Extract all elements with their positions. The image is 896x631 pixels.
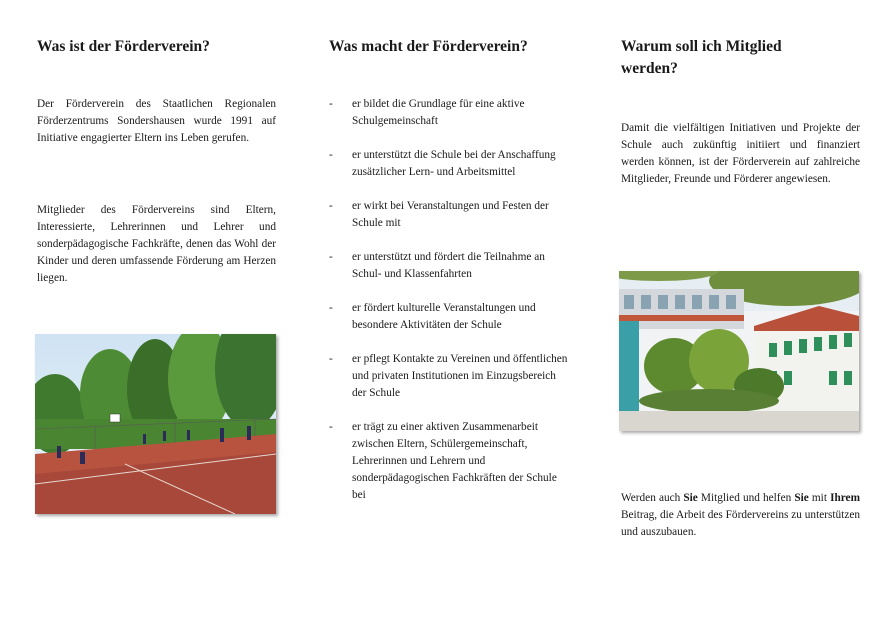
list-item: - er unterstützt und fördert die Teilnahme an Schul- und Klassenfahrten	[329, 251, 545, 280]
heading-what-does: Was macht der Förderverein?	[329, 38, 528, 55]
list-item: - er trägt zu einer aktiven Zusammenarbeit zwischen Eltern, Schülergemeinschaft, Lehrerinnen und Lehrern und sonderpädagogischen Fachkräften der Schule bei	[329, 421, 557, 501]
intro-paragraph: Der Förderverein des Staatlichen Regionalen Förderzentrums Sondershausen wurde 1991 auf Initiative engagierter Eltern ins Leben gerufen.	[37, 98, 276, 144]
list-item: - er pflegt Kontakte zu Vereinen und öffentlichen und privaten Institutionen im Einzugsbereich der Schule	[329, 353, 568, 399]
list-item: - er fördert kulturelle Veranstaltungen und besondere Aktivitäten der Schule	[329, 302, 536, 331]
list-item: - er bildet die Grundlage für eine aktive Schulgemeinschaft	[329, 98, 525, 127]
sports-field-photo	[35, 334, 276, 514]
heading-why-join: Warum soll ich Mitglied werden?	[621, 38, 782, 77]
join-paragraph: Werden auch Sie Mitglied und helfen Sie mit Ihrem Beitrag, die Arbeit des Fördervereins zu unterstützen und auszubauen.	[621, 492, 860, 538]
heading-what-is: Was ist der Förderverein?	[37, 38, 210, 55]
funding-paragraph: Damit die vielfältigen Initiativen und Projekte der Schule auch zukünftig initiiert und finanziert werden können, ist der Förderverein auf zahlreiche Mitglieder, Freunde und Förderer angewiesen.	[621, 122, 860, 185]
activities-list	[329, 96, 569, 504]
school-building-photo	[619, 271, 859, 431]
list-item: - er wirkt bei Veranstaltungen und Festen der Schule mit	[329, 200, 549, 229]
list-item: - er unterstützt die Schule bei der Anschaffung zusätzlicher Lern- und Arbeitsmittel	[329, 149, 556, 178]
members-paragraph: Mitglieder des Fördervereins sind Eltern, Interessierte, Lehrerinnen und Lehrer und sonderpädagogische Fachkräfte, denen das Wohl der Kinder und deren umfassende Förderung am Herzen liegen.	[37, 204, 276, 284]
